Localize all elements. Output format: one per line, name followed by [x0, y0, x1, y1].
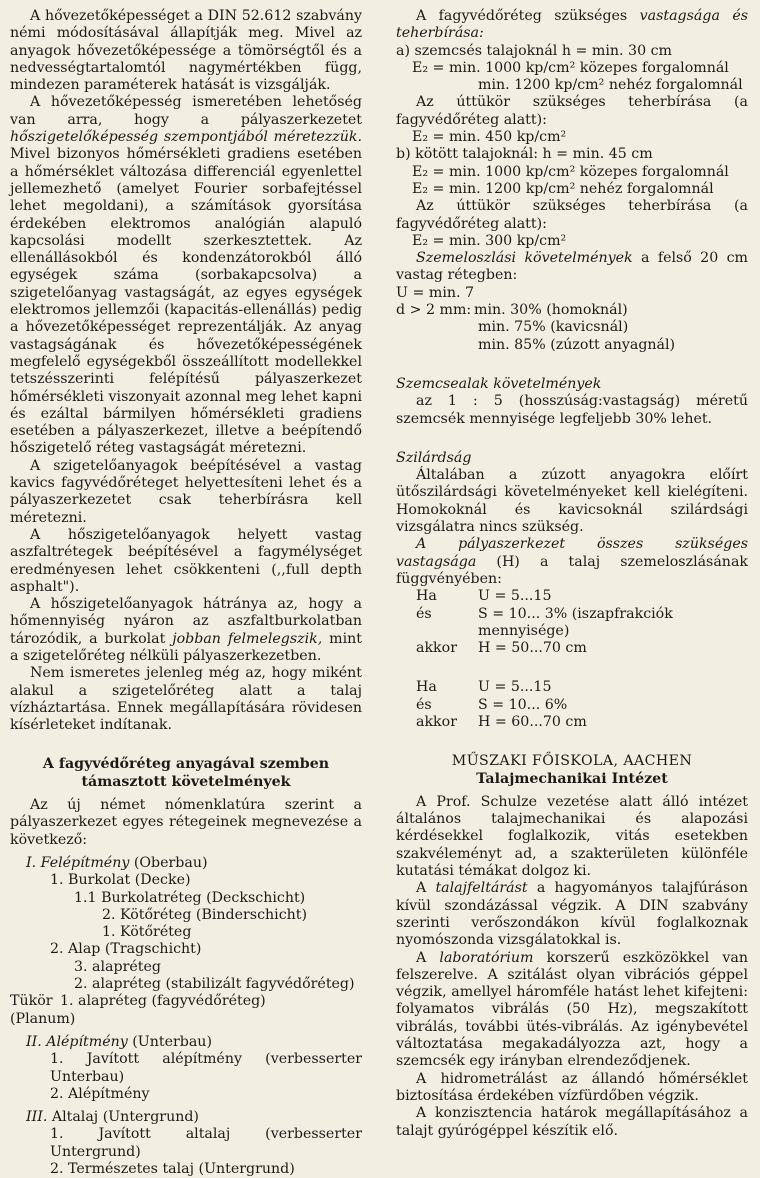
- paragraph: A szigetelőanyagok beépítésével a vastag kavics fagyvédőréteget helyettesíteni lehet és a pályaszerkezetet csak teherbírásra kell méretezni.: [10, 457, 362, 526]
- section-heading: A fagyvédőréteg anyagával szemben támasztott követelmények: [42, 756, 330, 790]
- list-item: 1.1 Burkolatréteg (Deckschicht): [74, 889, 306, 906]
- list-item: 1. Kötőréteg: [102, 924, 192, 941]
- text-line: min. 85% (zúzott anyagnál): [478, 336, 676, 353]
- institution-title: MŰSZAKI FŐISKOLA, AACHEN: [451, 753, 693, 770]
- list-item: 2. alapréteg (stabilizált fagyvédőréteg): [74, 976, 355, 993]
- paragraph: Az úttükör szükséges teherbírása (a fagyvédőréteg alatt):: [396, 94, 748, 128]
- paragraph: Az új német nómenklatúra szerint a pályaszerkezet egyes rétegeinek megnevezése a következő:: [10, 797, 362, 848]
- text-line: min. 1200 kp/cm² nehéz forgalomnál: [478, 77, 743, 94]
- institute-heading: Talajmechanikai Intézet: [476, 770, 668, 787]
- paragraph: Nem ismeretes jelenleg még az, hogy miként alakul a szigetelőréteg alatt a talaj vízháztartása. Ennek megállapítására rövidesen kísérleteket indítanak.: [10, 665, 362, 734]
- paragraph: A konzisztencia határok megállapításához a talajt gyúrógéppel készítik elő.: [396, 1105, 748, 1139]
- paragraph: A hidrometrálást az állandó hőmérséklet biztosítása érdekében vízfürdőben végzik.: [396, 1070, 748, 1104]
- subheading: Szemcsealak követelmények: [396, 375, 602, 392]
- list-item: 2. Alap (Tragschicht): [50, 941, 202, 958]
- paragraph: A hőszigetelőanyagok hátránya az, hogy a hőmennyiség nyáron az aszfaltburkolatban tározódik, a burkolat jobban felmelegszik, mint a szigetelőréteg nélküli pályaszerkezetben.: [10, 596, 362, 664]
- left-column: [10, 8, 362, 1178]
- list-item: 1. Burkolat (Decke): [50, 872, 191, 889]
- list-item: (Planum): [10, 1010, 76, 1027]
- list-item: 1. Javított alépítmény (verbesserter Unterbau): [50, 1051, 362, 1085]
- text-line: E₂ = min. 300 kp/cm²: [412, 232, 567, 249]
- paragraph: A hőszigetelőanyagok helyett vastag aszfaltrétegek beépítésével a fagymélységet eredményesen lehet csökkenteni (,,full depth asphalt").: [10, 526, 362, 595]
- paragraph: Általában a zúzott anyagokra előírt ütőszilárdsági követelményeket kell kielégíteni. Homokoknál és kavicsoknál szilárdsági vizsgálatra nincs szükség.: [396, 467, 748, 536]
- list-item: 2. Alépítmény: [50, 1085, 150, 1102]
- condition-table: Ha U = 5...15 és S = 10... 3% (iszapfrakciók mennyisége) akkor H = 50...70 cm Ha U = 5...15 és S = 10... 6% akkor H = 60...70 cm: [416, 588, 673, 730]
- paragraph: A laboratórium korszerű eszközökkel van felszerelve. A szitálást olyan vibrációs géppel végzik, amellyel háromféle hatást lehet kifejteni: folyamatos vibrálás (50 Hz), megszakított vibrálás, további ütés-vibrálás. Az igénybevétel változtatása megakadályozza azt, hogy a szemcsék egy irányban elrendeződjenek.: [396, 949, 748, 1070]
- text-line: d > 2 mm: min. 30% (homoknál): [396, 302, 628, 319]
- list-item: I. Felépítmény (Oberbau): [26, 854, 208, 871]
- subheading: Szilárdság: [396, 449, 472, 466]
- list-item: 1. Javított altalaj (verbesserter Untergrund): [50, 1126, 362, 1160]
- paragraph: Az úttükör szükséges teherbírása (a fagyvédőréteg alatt):: [396, 198, 748, 232]
- text-line: E₂ = min. 450 kp/cm²: [412, 129, 567, 146]
- text-line: min. 75% (kavicsnál): [478, 319, 629, 336]
- paragraph: A pályaszerkezet összes szükséges vastagsága (H) a talaj szemeloszlásának függvényében:: [396, 536, 748, 587]
- list-item: III. Altalaj (Untergrund): [26, 1109, 199, 1126]
- list-item: 2. Természetes talaj (Untergrund): [50, 1161, 295, 1177]
- paragraph: A hővezetőképességet a DIN 52.612 szabvány némi módosításával állapítják meg. Mivel az anyagok hővezetőképessége a tömörségtől és a nedvességtartalomtól nagymértékben függ, mindezen paraméterek hatását is vizsgálják.: [10, 8, 362, 94]
- text-line: U = min. 7: [396, 284, 475, 301]
- list-item: II. Alépítmény (Unterbau): [26, 1033, 212, 1050]
- text-line: b) kötött talajoknál: h = min. 45 cm: [396, 146, 653, 163]
- list-item: Tükör 1. alapréteg (fagyvédőréteg): [10, 993, 266, 1010]
- paragraph: az 1 : 5 (hosszúság:vastagság) méretű szemcsék mennyisége legfeljebb 30% lehet.: [396, 393, 748, 427]
- list-item: 2. Kötőréteg (Binderschicht): [102, 906, 308, 923]
- layer-list: [10, 855, 362, 1178]
- right-column: [396, 8, 748, 1140]
- list-item: 3. alapréteg: [74, 958, 161, 975]
- paragraph: A talajfeltárást a hagyományos talajfúráson kívül szondázással végzik. A DIN szabvány szerinti verőszondákon kívül foglalkoznak nyomószonda vizsgálatokkal is.: [396, 880, 748, 949]
- paragraph: A Prof. Schulze vezetése alatt álló intézet általános talajmechanikai és alapozási kérdésekkel foglalkozik, vitás esetekben szakvéleményt ad, a szakterületen különféle kutatási témákat dolgoz ki.: [396, 793, 748, 880]
- paragraph: A fagyvédőréteg szükséges vastagsága és teherbírása:: [396, 8, 748, 42]
- paragraph: A hővezetőképesség ismeretében lehetőség van arra, hogy a pályaszerkezetet hőszigetelőképesség szempontjából méretezzük. Mivel bizonyos hőmérsékleti gradiens esetében a hőmérséklet változása differenciál egyenlettel jellemezhető (amelyet Fourier sorbafejtéssel lehet megoldani), a számítások gyorsítása érdekében elektromos analógián alapuló kapcsolási modellt szerkesztettek. Az ellenállásokból és kondenzátorokból álló egységek száma (sorbakapcsolva) a szigetelőanyag vastagságát, az egyes egységek elektromos jellemzői (kapacitás-ellenállás) pedig a hővezetőképességet reprezentálják. Az anyag vastagságának és hővezetőképességének megfelelő egységekből összeállított modellekkel tetszésszerinti felépítésű pályaszerkezet hőmérsékleti viszonyait azonnal meg lehet kapni és ezáltal bármilyen hőmérsékleti gradiens esetében a pályaszerkezet, illetve a beépítendő hőszigetelő réteg vastagságát méretezni.: [10, 94, 362, 457]
- text-line: E₂ = min. 1000 kp/cm² közepes forgalomnál: [412, 163, 729, 180]
- text-line: E₂ = min. 1000 kp/cm² közepes forgalomnál: [412, 59, 729, 76]
- text-line: a) szemcsés talajoknál h = min. 30 cm: [396, 42, 673, 59]
- text-line: E₂ = min. 1200 kp/cm² nehéz forgalomnál: [412, 180, 714, 197]
- paragraph: Szemeloszlási követelmények a felső 20 cm vastag rétegben:: [396, 250, 748, 284]
